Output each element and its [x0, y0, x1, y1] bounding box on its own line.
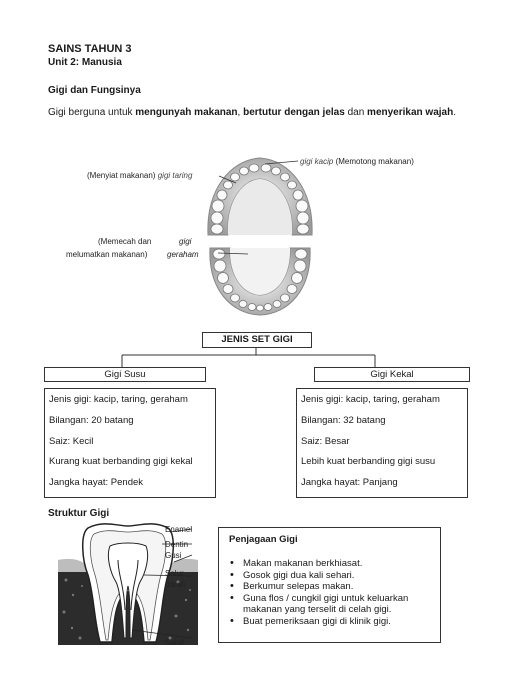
list-item: • Berkumur selepas makan.	[229, 581, 434, 593]
intro-text: ,	[237, 107, 244, 118]
intro-text: dan	[344, 107, 368, 118]
unit-title: Unit 2: Manusia	[48, 57, 122, 68]
label-name: gigi kacip	[300, 157, 334, 166]
label-function: (Menyiat makanan)	[87, 171, 156, 180]
intro-bold: bertutur dengan jelas	[243, 107, 345, 118]
label-dentin: Dentin	[165, 540, 189, 549]
intro-text: Gigi berguna untuk	[48, 107, 136, 118]
list-item: • Guna flos / cungkil gigi untuk keluarkan makanan yang terselit di celah gigi.	[229, 593, 434, 616]
list-item: Bilangan: 20 batang	[49, 415, 134, 426]
gigi-kekal-list	[296, 388, 468, 498]
list-item: Saiz: Besar	[301, 436, 350, 447]
section-title: Gigi dan Fungsinya	[48, 85, 141, 96]
label-geraham-fn-2: melumatkan makanan)	[66, 250, 148, 259]
list-item: • Buat pemeriksaan gigi di klinik gigi.	[229, 616, 434, 628]
label-salur: Salur	[165, 569, 184, 578]
label-function: (Memotong makanan)	[335, 157, 414, 166]
list-item: • Gosok gigi dua kali sehari.	[229, 570, 434, 582]
label-geraham-fn-1: (Memecah dan	[98, 237, 152, 246]
list-item: • Makan makanan berkhiasat.	[229, 558, 434, 570]
label-name: gigi taring	[157, 171, 193, 180]
list-item: Kurang kuat berbanding gigi kekal	[49, 456, 193, 467]
intro-bold: mengunyah makanan	[135, 107, 238, 118]
label-enamel: Enamel	[165, 525, 193, 534]
penjagaan-gigi-list	[229, 558, 434, 627]
label-geraham-name-1: gigi	[179, 237, 192, 246]
jenis-set-gigi-box: JENIS SET GIGI	[202, 332, 312, 348]
penjagaan-gigi-box	[218, 527, 441, 643]
intro-text: .	[453, 107, 456, 118]
list-item: Jenis gigi: kacip, taring, geraham	[49, 394, 188, 405]
label-saraf: Saraf	[165, 638, 185, 647]
penjagaan-gigi-title: Penjagaan Gigi	[229, 534, 298, 545]
list-item: Jangka hayat: Pendek	[49, 477, 144, 488]
intro-bold: menyerikan wajah	[367, 107, 454, 118]
label-geraham-name-2: geraham	[167, 250, 199, 259]
list-item: Jangka hayat: Panjang	[301, 477, 398, 488]
list-item: Bilangan: 32 batang	[301, 415, 386, 426]
list-item: Lebih kuat berbanding gigi susu	[301, 456, 436, 467]
list-item: Jenis gigi: kacip, taring, geraham	[301, 394, 440, 405]
list-item: Saiz: Kecil	[49, 436, 94, 447]
gigi-susu-title: Gigi Susu	[44, 367, 206, 382]
label-darah: darah	[165, 580, 186, 589]
gigi-susu-list	[44, 388, 216, 498]
gigi-kekal-title: Gigi Kekal	[314, 367, 470, 382]
label-gusi: Gusi	[165, 551, 182, 560]
struktur-gigi-title: Struktur Gigi	[48, 508, 110, 519]
page-title: SAINS TAHUN 3	[48, 43, 132, 55]
